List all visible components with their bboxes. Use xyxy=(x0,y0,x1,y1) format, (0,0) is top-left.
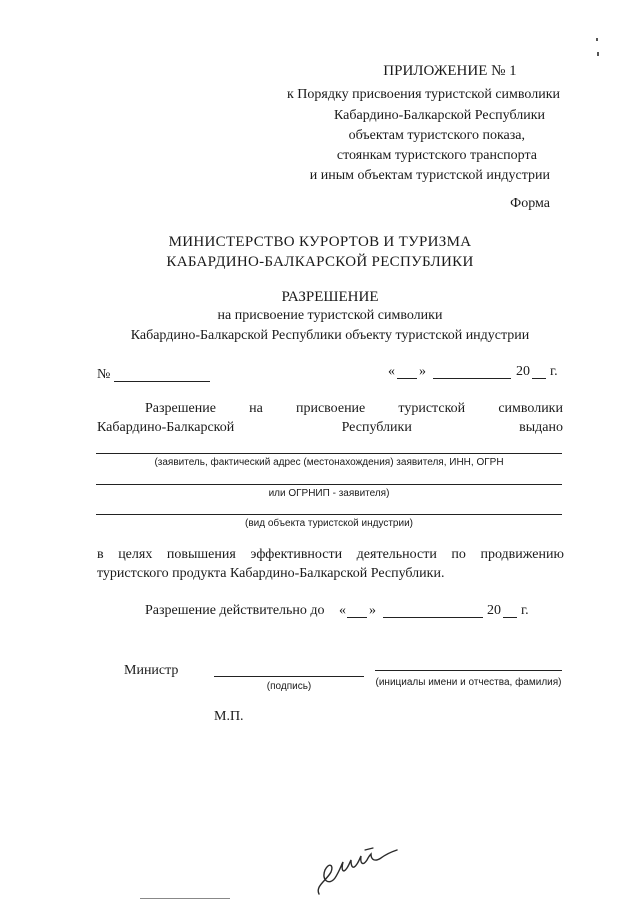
object-type-field-line xyxy=(96,514,562,515)
purpose-line-1 xyxy=(97,547,564,563)
purpose-word: деятельности xyxy=(356,547,437,562)
body-word: на xyxy=(249,401,263,416)
header-line-4: стоянкам туристского транспорта xyxy=(336,148,537,163)
name-caption: (инициалы имени и отчества, фамилия) xyxy=(375,677,562,688)
name-field-line xyxy=(375,670,562,671)
scan-artifact xyxy=(597,52,599,56)
date-day-line xyxy=(397,378,417,379)
purpose-line-2: туристского продукта Кабардино-Балкарской Республики. xyxy=(97,566,445,581)
date-year-prefix: 20 xyxy=(516,364,530,379)
stamp-placeholder: М.П. xyxy=(214,709,244,724)
purpose-word: целях xyxy=(118,547,153,562)
validity-day-open-quote: « xyxy=(339,603,346,618)
purpose-word: в xyxy=(97,547,104,562)
body-line-2 xyxy=(97,420,563,436)
body-word: туристской xyxy=(398,401,466,416)
permit-subtitle-2: Кабардино-Балкарской Республики объекту туристской индустрии xyxy=(130,328,530,343)
body-word: символики xyxy=(498,401,563,416)
number-field-line xyxy=(114,381,210,382)
date-day-close-quote: » xyxy=(419,364,426,379)
scan-artifact xyxy=(596,38,598,41)
number-label: № xyxy=(97,367,111,382)
validity-month-line xyxy=(383,617,483,618)
validity-year-prefix: 20 xyxy=(487,603,501,618)
permit-subtitle-1: на присвоение туристской символики xyxy=(217,308,443,323)
scan-artifact xyxy=(140,898,230,899)
validity-day-close-quote: » xyxy=(369,603,376,618)
validity-day-line xyxy=(347,617,367,618)
purpose-word: продвижению xyxy=(480,547,564,562)
applicant-field-line xyxy=(96,453,562,454)
header-line-1: к Порядку присвоения туристской символики xyxy=(287,87,560,102)
purpose-word: повышения xyxy=(166,547,236,562)
minister-label: Министр xyxy=(124,663,179,678)
body-line-1 xyxy=(145,401,563,417)
permit-title: РАЗРЕШЕНИЕ xyxy=(281,289,379,305)
ministry-name-line-1: МИНИСТЕРСТВО КУРОРТОВ И ТУРИЗМА xyxy=(168,234,472,250)
body-word: Разрешение xyxy=(145,401,216,416)
signature-field-line xyxy=(214,676,364,677)
header-line-5: и иным объектам туристской индустрии xyxy=(309,168,550,183)
signature-caption: (подпись) xyxy=(266,681,312,692)
purpose-word: эффективности xyxy=(250,547,343,562)
purpose-word: по xyxy=(451,547,466,562)
validity-year-line xyxy=(503,617,517,618)
applicant-field-line-2 xyxy=(96,484,562,485)
date-year-suffix: г. xyxy=(550,364,558,379)
body-word: Республики xyxy=(341,420,412,435)
body-word: выдано xyxy=(519,420,563,435)
form-label: Форма xyxy=(510,196,550,211)
object-type-caption: (вид объекта туристской индустрии) xyxy=(245,518,413,529)
validity-label: Разрешение действительно до xyxy=(145,603,325,618)
ministry-name-line-2: КАБАРДИНО-БАЛКАРСКОЙ РЕСПУБЛИКИ xyxy=(166,254,474,270)
date-month-line xyxy=(433,378,511,379)
date-day-open-quote: « xyxy=(388,364,395,379)
header-line-2: Кабардино-Балкарской Республики xyxy=(334,108,545,123)
handwritten-signature-icon xyxy=(305,840,415,900)
validity-year-suffix: г. xyxy=(521,603,529,618)
body-word: Кабардино-Балкарской xyxy=(97,420,235,435)
date-year-line xyxy=(532,378,546,379)
applicant-caption: (заявитель, фактический адрес (местонахождения) заявителя, ИНН, ОГРН xyxy=(154,457,504,468)
header-line-3: объектам туристского показа, xyxy=(348,128,525,143)
ogrnip-caption: или ОГРНИП - заявителя) xyxy=(268,488,390,499)
appendix-title: ПРИЛОЖЕНИЕ № 1 xyxy=(383,63,517,79)
body-word: присвоение xyxy=(295,401,366,416)
